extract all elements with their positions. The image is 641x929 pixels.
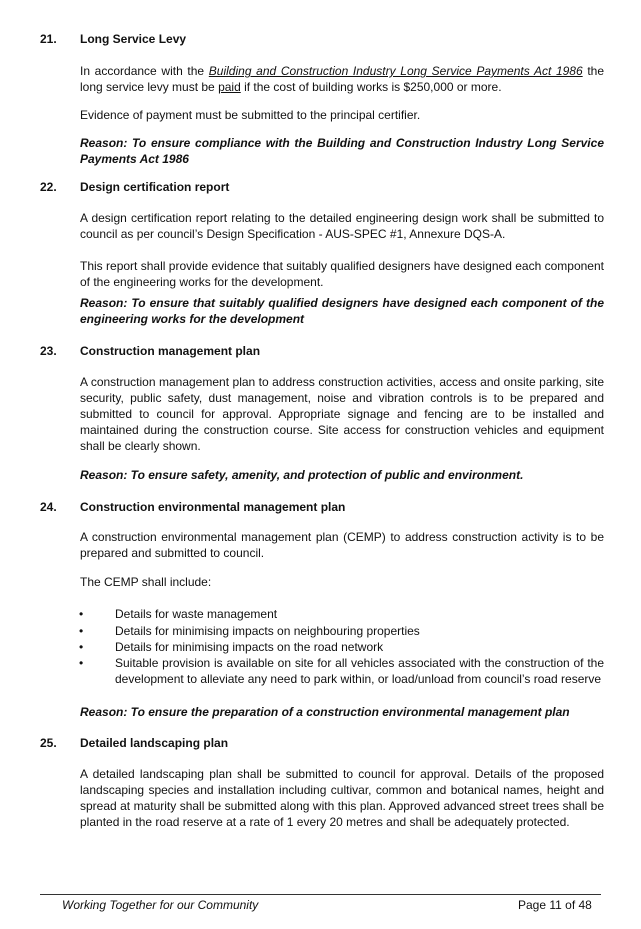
text-run: if the cost of building works is $250,000 or more. bbox=[240, 80, 502, 94]
section-paragraph: A construction management plan to address construction activities, access and onsite parking, site security, public safety, dust management, noise and vibration controls is to be prepared and submitted to council for approval. Appropriate signage and fencing are to be installed and maintained during the construction course. Site access for construction vehicles and equipment shall be clearly shown. bbox=[80, 375, 604, 453]
footer-divider bbox=[40, 894, 601, 895]
bullet-icon: • bbox=[79, 640, 84, 654]
bullet-icon: • bbox=[79, 624, 84, 638]
act-link[interactable]: Building and Construction Industry Long Service Payments Act 1986 bbox=[208, 64, 583, 78]
bullet-text: Suitable provision is available on site for all vehicles associated with the construction of the development to alleviate any need to park within, or load/unload from council’s road reserve bbox=[115, 656, 604, 686]
section-number: 25. bbox=[40, 736, 57, 750]
section-number: 23. bbox=[40, 344, 57, 358]
section-paragraph: This report shall provide evidence that suitably qualified designers have designed each component of the engineering works for the development. bbox=[80, 259, 604, 289]
section-number: 22. bbox=[40, 180, 57, 194]
section-paragraph: A construction environmental management plan (CEMP) to address construction activity is to be prepared and submitted to council. bbox=[80, 530, 604, 560]
bullet-icon: • bbox=[79, 656, 84, 670]
paid-text: paid bbox=[218, 80, 241, 94]
section-heading: Design certification report bbox=[80, 180, 230, 194]
text-run: the long service levy must be bbox=[80, 64, 605, 94]
section-heading: Construction environmental management plan bbox=[80, 500, 346, 514]
section-reason: Reason: To ensure compliance with the Building and Construction Industry Long Service Payments Act 1986 bbox=[80, 136, 604, 166]
section-reason: Reason: To ensure the preparation of a construction environmental management plan bbox=[80, 705, 570, 719]
section-paragraph: The CEMP shall include: bbox=[80, 575, 212, 589]
section-paragraph: A detailed landscaping plan shall be submitted to council for approval. Details of the proposed landscaping species and installation including cultivar, common and botanical names, height and spread at maturity shall be submitted along with this plan. Approved advanced street trees shall be planted in the road reserve at a rate of 1 every 20 metres and shall be adequately protected. bbox=[80, 767, 604, 829]
section-paragraph: A design certification report relating to the detailed engineering design work shall be submitted to council as per council’s Design Specification - AUS-SPEC #1, Annexure DQS-A. bbox=[80, 211, 604, 241]
page-number: Page 11 of 48 bbox=[518, 898, 592, 912]
section-paragraph bbox=[80, 63, 604, 95]
section-number: 21. bbox=[40, 32, 57, 46]
section-paragraph: Evidence of payment must be submitted to the principal certifier. bbox=[80, 108, 421, 122]
bullet-text: Details for minimising impacts on the road network bbox=[115, 640, 384, 654]
bullet-text: Details for minimising impacts on neighbouring properties bbox=[115, 624, 420, 638]
footer-tagline: Working Together for our Community bbox=[62, 898, 259, 912]
text-run: In accordance with the bbox=[80, 64, 209, 78]
section-number: 24. bbox=[40, 500, 57, 514]
bullet-icon: • bbox=[79, 607, 84, 621]
section-heading: Detailed landscaping plan bbox=[80, 736, 229, 750]
section-reason: Reason: To ensure that suitably qualified designers have designed each component of the engineering works for the development bbox=[80, 296, 604, 326]
section-reason: Reason: To ensure safety, amenity, and protection of public and environment. bbox=[80, 468, 524, 482]
section-heading: Long Service Levy bbox=[80, 32, 187, 46]
section-heading: Construction management plan bbox=[80, 344, 261, 358]
bullet-text: Details for waste management bbox=[115, 607, 278, 621]
